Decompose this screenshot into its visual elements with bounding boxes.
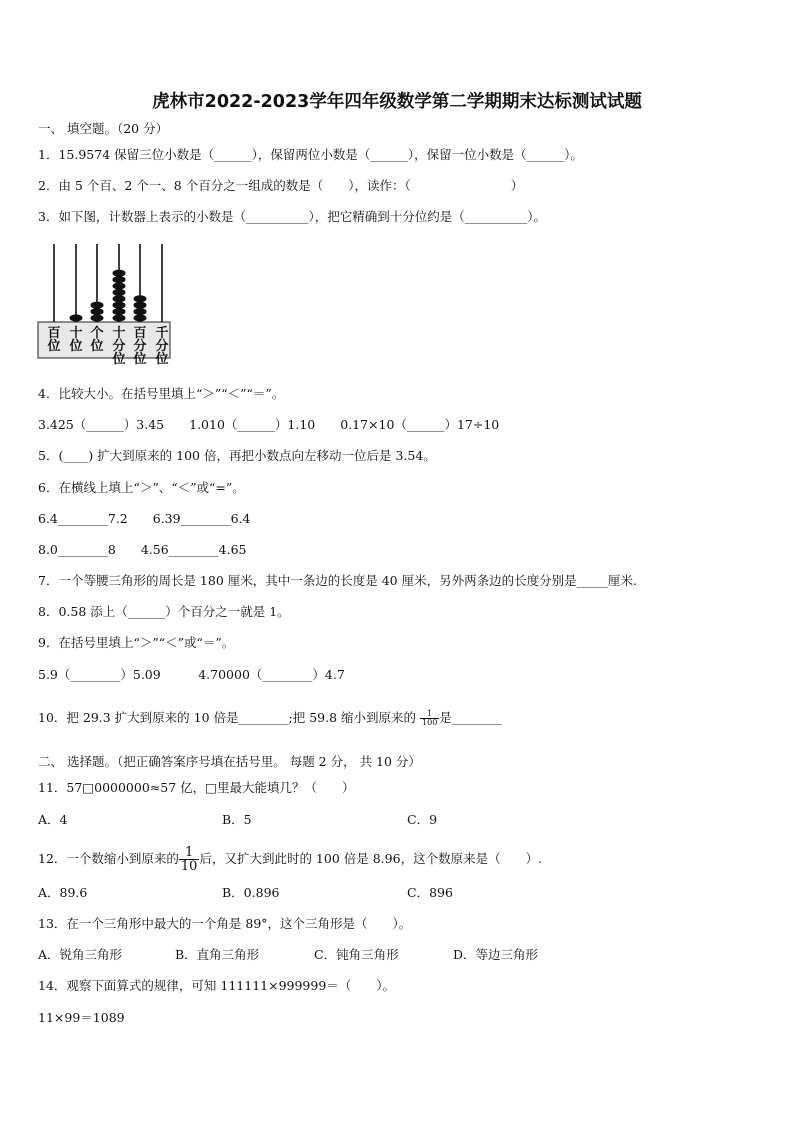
abacus-rod-label: 分 bbox=[112, 339, 126, 354]
abacus-bead bbox=[113, 295, 126, 302]
question-12-text-a: 12．一个数缩小到原来的 bbox=[38, 851, 179, 866]
q11-option-b: B．5 bbox=[222, 812, 252, 827]
abacus-bead bbox=[113, 308, 126, 315]
fraction-numerator: 1 bbox=[420, 710, 439, 719]
abacus-bead bbox=[113, 302, 126, 309]
abacus-rod-label: 千 bbox=[155, 326, 169, 341]
q12-option-c: C．896 bbox=[407, 885, 453, 900]
question-12-text-b: 后，又扩大到此时的 100 倍是 8.96，这个数原来是（ ）. bbox=[199, 851, 543, 866]
abacus-bead bbox=[113, 314, 126, 321]
question-7: 7．一个等腰三角形的周长是 180 厘米，其中一条边的长度是 40 厘米，另外两条边的长度分别是_____厘米. bbox=[38, 573, 637, 588]
fraction-numerator: 1 bbox=[179, 846, 200, 860]
question-4: 4．比较大小。在括号里填上“＞”“＜”“＝”。 bbox=[38, 386, 285, 401]
q13-option-a: A．锐角三角形 bbox=[38, 947, 123, 962]
question-5: 5．(____) 扩大到原来的 100 倍，再把小数点向左移动一位后是 3.54。 bbox=[38, 448, 436, 463]
question-14-equation: 11×99＝1089 bbox=[38, 1010, 125, 1025]
question-3: 3．如下图，计数器上表示的小数是（__________），把它精确到十分位约是（__________）。 bbox=[38, 209, 546, 224]
abacus-bead bbox=[113, 270, 126, 277]
abacus-bead bbox=[134, 302, 147, 309]
q11-option-a: A．4 bbox=[38, 812, 68, 827]
q13-option-b: B．直角三角形 bbox=[175, 947, 260, 962]
abacus-rod-label: 位 bbox=[133, 352, 147, 367]
abacus-bead bbox=[113, 289, 126, 296]
question-10-text-a: 10．把 29.3 扩大到原来的 10 倍是________;把 59.8 缩小到原来的 bbox=[38, 710, 417, 725]
abacus-rod-label: 十 bbox=[112, 326, 126, 341]
abacus-rod-label: 位 bbox=[112, 352, 126, 367]
abacus-bead bbox=[113, 282, 126, 289]
question-14: 14．观察下面算式的规律，可知 111111×999999＝（ ）。 bbox=[38, 978, 396, 993]
fraction-1-100 bbox=[420, 710, 439, 727]
abacus-rod-label: 位 bbox=[69, 339, 83, 354]
question-11: 11．57□0000000≈57 亿，□里最大能填几？（ ） bbox=[38, 780, 355, 795]
abacus-bead bbox=[91, 308, 104, 315]
question-6-row-2: 8.0________8 4.56________4.65 bbox=[38, 542, 247, 557]
q12-option-a: A．89.6 bbox=[38, 885, 88, 900]
abacus-bead bbox=[134, 308, 147, 315]
section-1-heading: 一、 填空题。（20 分） bbox=[38, 121, 169, 136]
abacus-rod-label: 个 bbox=[90, 326, 104, 341]
question-12 bbox=[38, 846, 542, 873]
question-9-items: 5.9（________）5.09 4.70000（________）4.7 bbox=[38, 667, 345, 682]
abacus-bead bbox=[113, 276, 126, 283]
abacus-rod-label: 位 bbox=[47, 339, 61, 354]
question-2: 2．由 5 个百、2 个一、8 个百分之一组成的数是（ ），读作：（ ） bbox=[38, 178, 524, 193]
question-6-row-1: 6.4________7.2 6.39________6.4 bbox=[38, 511, 251, 526]
abacus-rod-label: 位 bbox=[90, 339, 104, 354]
question-9: 9．在括号里填上“＞”“＜”或“＝”。 bbox=[38, 635, 235, 650]
abacus-rod-label: 十 bbox=[69, 326, 83, 341]
q11-option-c: C．9 bbox=[407, 812, 438, 827]
question-10-text-b: 是________ bbox=[439, 710, 502, 725]
fraction-denominator: 100 bbox=[422, 718, 438, 727]
abacus-rod-label: 分 bbox=[133, 339, 147, 354]
abacus-rod-label: 百 bbox=[47, 326, 61, 341]
abacus-rods bbox=[54, 244, 162, 322]
abacus-rod-label: 位 bbox=[155, 352, 169, 367]
abacus-rod-label: 分 bbox=[155, 339, 169, 354]
page-title: 虎林市2022-2023学年四年级数学第二学期期末达标测试试题 bbox=[152, 92, 642, 112]
q12-option-b: B．0.896 bbox=[222, 885, 280, 900]
question-13: 13．在一个三角形中最大的一个角是 89°，这个三角形是（ ）。 bbox=[38, 916, 412, 931]
abacus-bead bbox=[134, 314, 147, 321]
question-10 bbox=[38, 710, 502, 727]
section-2-heading: 二、 选择题。（把正确答案序号填在括号里。 每题 2 分， 共 10 分） bbox=[38, 754, 421, 769]
abacus-rod-label: 百 bbox=[133, 326, 147, 341]
question-6: 6．在横线上填上“＞”、“＜”或“=”。 bbox=[38, 480, 245, 495]
abacus-bead bbox=[70, 314, 83, 321]
q13-option-c: C．钝角三角形 bbox=[314, 947, 399, 962]
abacus-bead bbox=[134, 295, 147, 302]
abacus-bead bbox=[91, 302, 104, 309]
question-8: 8．0.58 添上（______）个百分之一就是 1。 bbox=[38, 604, 290, 619]
abacus-bead bbox=[91, 314, 104, 321]
abacus-figure bbox=[36, 240, 176, 370]
question-1: 1．15.9574 保留三位小数是（______），保留两位小数是（______），保留一位小数是（______）。 bbox=[38, 147, 583, 162]
fraction-denominator: 10 bbox=[180, 859, 198, 874]
q13-option-d: D．等边三角形 bbox=[453, 947, 539, 962]
question-4-items: 3.425（______）3.45 1.010（______）1.10 0.17×10（______）17÷10 bbox=[38, 417, 500, 432]
fraction-1-10 bbox=[179, 846, 200, 873]
